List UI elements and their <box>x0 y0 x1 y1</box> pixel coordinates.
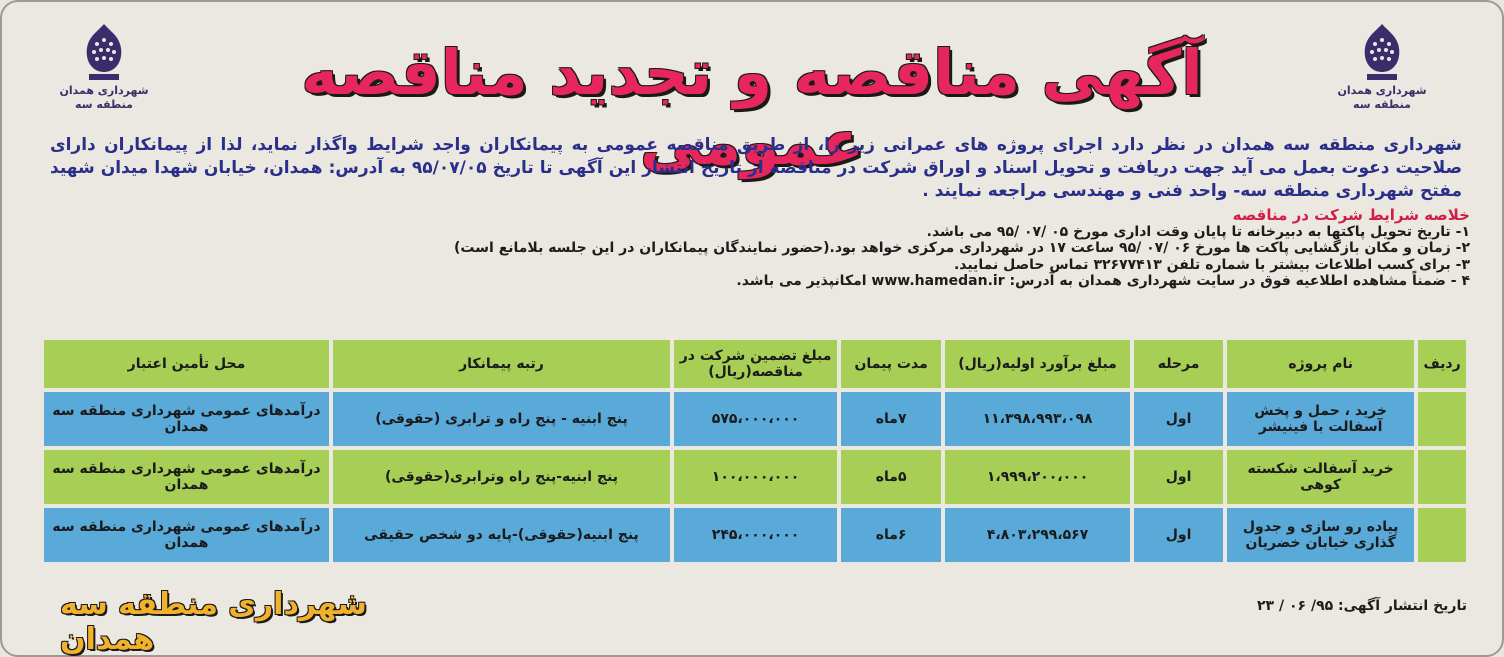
projects-table <box>40 336 1470 566</box>
col-header-stage: مرحله <box>1134 340 1223 388</box>
col-header-duration: مدت پیمان <box>841 340 941 388</box>
summary-item: ۴ - ضمناً مشاهده اطلاعیه فوق در سایت شهرداری همدان به آدرس: www.hamedan.ir امکانپذیر می باشد. <box>736 273 1470 289</box>
cell-guarantee: ۱۰۰،۰۰۰،۰۰۰ <box>674 450 837 504</box>
col-header-estimate: مبلغ برآورد اولیه(ریال) <box>945 340 1130 388</box>
publication-date <box>1002 598 1467 614</box>
cell-row-number <box>1418 508 1466 562</box>
table-row <box>44 392 1466 446</box>
page-title: آگهی مناقصه و تجدید مناقصه عمومی <box>301 36 1203 179</box>
cell-estimate: ۱۱،۳۹۸،۹۹۳،۰۹۸ <box>945 392 1130 446</box>
col-header-contractor-rank: رتبه پیمانکار <box>333 340 670 388</box>
cell-project-name: خرید آسفالت شکسته کوهی <box>1227 450 1414 504</box>
municipality-emblem-icon <box>1359 22 1405 84</box>
publication-date-value: ۹۵/ ۰۶ / ۲۳ <box>1257 598 1334 614</box>
col-header-guarantee: مبلغ تضمین شرکت در مناقصه(ریال) <box>674 340 837 388</box>
table-row <box>44 508 1466 562</box>
cell-funding-source: درآمدهای عمومی شهرداری منطقه سه همدان <box>44 450 329 504</box>
logo-text-line1: شهرداری همدان <box>59 84 149 97</box>
footer-organization: شهرداری منطقه سه همدان <box>60 587 367 657</box>
municipality-logo-right <box>1322 22 1442 127</box>
cell-contractor-rank: پنج ابنیه - پنج راه و ترابری (حقوقی) <box>333 392 670 446</box>
logo-text-line2: منطقه سه <box>1353 98 1411 111</box>
summary-item: ۳- برای کسب اطلاعات بیشتر با شماره تلفن ۳۲۶۷۷۴۱۳ تماس حاصل نمایید. <box>953 256 1470 273</box>
publication-date-label: تاریخ انتشار آگهی: <box>1338 598 1467 614</box>
summary-item: ۱- تاریخ تحویل پاکتها به دبیرخانه تا پایان وقت اداری مورخ ۰۵ /۰۷ /۹۵ می باشد. <box>926 223 1470 240</box>
logo-text-line1: شهرداری همدان <box>1337 84 1427 97</box>
intro-paragraph: شهرداری منطقه سه همدان در نظر دارد اجرای پروژه های عمرانی زیر را، از طریق مناقصه عمومی به پیمانکاران واجد شرایط واگذار نماید، لذا از پیمانکاران دارای صلاحیت دعوت بعمل می آید جهت دریافت و تحویل اسناد و اوراق شرکت در مناقصه از تاریخ انتشار این آگهی تا تاریخ ۹۵/۰۷/۰۵ به آدرس: همدان، خیابان شهدا میدان شهید مفتح شهرداری منطقه سه- واحد فنی و مهندسی مراجعه نمایند . <box>50 135 1463 201</box>
municipality-logo-left <box>44 22 164 127</box>
cell-estimate: ۱،۹۹۹،۲۰۰،۰۰۰ <box>945 450 1130 504</box>
summary-item: ۲- زمان و مکان بازگشایی پاکت ها مورخ ۰۶ /۰۷ /۹۵ ساعت ۱۷ در شهرداری مرکزی خواهد بود.(حضور نمایندگان پیمانکاران در این جلسه بلامانع است) <box>454 240 1470 256</box>
cell-guarantee: ۲۴۵،۰۰۰،۰۰۰ <box>674 508 837 562</box>
cell-duration: ۶ماه <box>841 508 941 562</box>
table-header-row <box>44 340 1466 388</box>
conditions-summary <box>422 207 1470 290</box>
cell-stage: اول <box>1134 392 1223 446</box>
cell-duration: ۵ماه <box>841 450 941 504</box>
col-header-row-number: ردیف <box>1418 340 1466 388</box>
cell-stage: اول <box>1134 508 1223 562</box>
cell-stage: اول <box>1134 450 1223 504</box>
cell-estimate: ۴،۸۰۳،۲۹۹،۵۶۷ <box>945 508 1130 562</box>
cell-guarantee: ۵۷۵،۰۰۰،۰۰۰ <box>674 392 837 446</box>
cell-row-number <box>1418 450 1466 504</box>
logo-text-line2: منطقه سه <box>75 98 133 111</box>
table-row <box>44 450 1466 504</box>
municipality-emblem-icon <box>81 22 127 84</box>
cell-duration: ۷ماه <box>841 392 941 446</box>
cell-contractor-rank: پنج ابنیه(حقوقی)-پایه دو شخص حقیقی <box>333 508 670 562</box>
cell-project-name: پیاده رو سازی و جدول گذاری خیابان خضریان <box>1227 508 1414 562</box>
cell-project-name: خرید ، حمل و پخش آسفالت با فینیشر <box>1227 392 1414 446</box>
col-header-funding-source: محل تأمین اعتبار <box>44 340 329 388</box>
cell-funding-source: درآمدهای عمومی شهرداری منطقه سه همدان <box>44 392 329 446</box>
cell-contractor-rank: پنج ابنیه-پنج راه وترابری(حقوقی) <box>333 450 670 504</box>
summary-heading: خلاصه شرایط شرکت در مناقصه <box>1232 206 1470 224</box>
cell-funding-source: درآمدهای عمومی شهرداری منطقه سه همدان <box>44 508 329 562</box>
cell-row-number <box>1418 392 1466 446</box>
col-header-project-name: نام پروژه <box>1227 340 1414 388</box>
